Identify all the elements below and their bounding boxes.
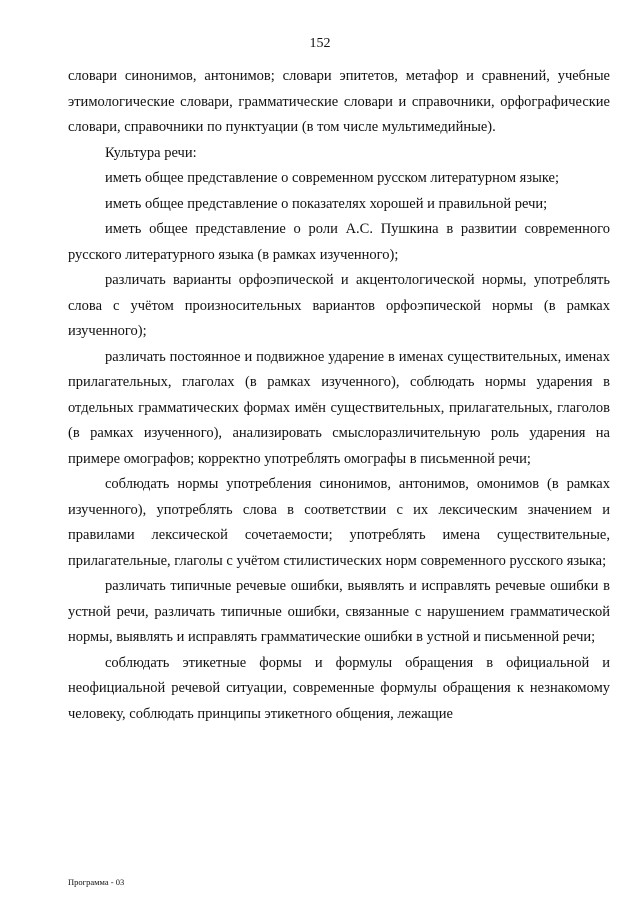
paragraph-speech-errors: различать типичные речевые ошибки, выявлять и исправлять речевые ошибки в устной речи, различать типичные ошибки, связанные с нарушением грамматической нормы, выявлять и исправлять грамматические ошибки в устной и письменной речи; — [68, 578, 610, 645]
paragraph-orthoepic-norms: различать варианты орфоэпической и акцентологической нормы, употреблять слова с учётом произносительных вариантов орфоэпической нормы (в рамках изученного); — [68, 272, 610, 339]
page-footer: Программа - 03 — [68, 877, 125, 887]
paragraph-good-speech-indicators: иметь общее представление о показателях хорошей и правильной речи; — [105, 195, 548, 212]
paragraph-lexical-norms: соблюдать нормы употребления синонимов, антонимов, омонимов (в рамках изученного), употреблять слова в соответствии с их лексическим значением и правилами лексической сочетаемости; употреблять имена существительные, прилагательные, глаголы с учётом стилистических норм современного русского языка; — [68, 476, 610, 569]
section-heading-speech-culture: Культура речи: — [105, 144, 197, 161]
page-number: 152 — [309, 36, 331, 51]
paragraph-pushkin-role: иметь общее представление о роли А.С. Пушкина в развитии современного русского литературного языка (в рамках изученного); — [68, 221, 610, 263]
body-text — [68, 64, 610, 727]
paragraph-etiquette-forms: соблюдать этикетные формы и формулы обращения в официальной и неофициальной речевой ситуации, современные формулы обращения к незнакомому человеку, соблюдать принципы этикетного общения, лежащие — [68, 654, 610, 722]
paragraph-stress-rules: различать постоянное и подвижное ударение в именах существительных, именах прилагательных, глаголах (в рамках изученного), соблюдать нормы ударения в отдельных грамматических формах имён существительных, прилагательных, глаголов (в рамках изученного), анализировать смыслоразличительную роль ударения на примере омографов; корректно употреблять омографы в письменной речи; — [68, 348, 610, 467]
paragraph-dictionaries-continuation: словари синонимов, антонимов; словари эпитетов, метафор и сравнений, учебные этимологические словари, грамматические словари и справочники, орфографические словари, справочники по пунктуации (в том числе мультимедийные). — [68, 68, 610, 135]
paragraph-literary-language: иметь общее представление о современном русском литературном языке; — [105, 170, 559, 186]
